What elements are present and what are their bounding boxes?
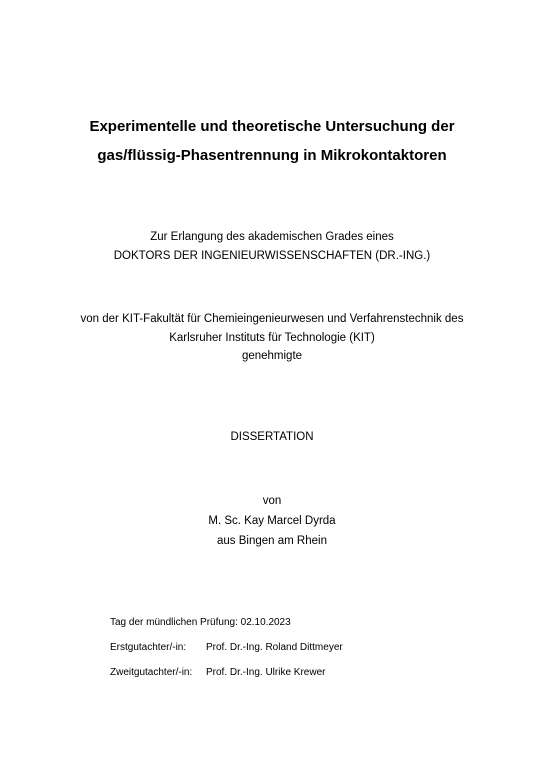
author-name: M. Sc. Kay Marcel Dyrda [208,515,336,527]
reviewer-row-2 [110,667,325,678]
author-prefix: von [262,495,282,507]
reviewer-label-2: Zweitgutachter/-in: [110,667,193,678]
faculty-line-3: genehmigte [241,350,303,362]
exam-date: Tag der mündlichen Prüfung: 02.10.2023 [110,617,291,628]
document-type: DISSERTATION [230,431,314,443]
reviewer-name-2: Prof. Dr.-Ing. Ulrike Krewer [206,667,326,678]
reviewer-label-1: Erstgutachter/-in: [110,642,187,653]
title-line-2: gas/flüssig-Phasentrennung in Mikrokontaktoren [97,147,447,164]
reviewer-row-1 [110,642,343,653]
faculty-line-1: von der KIT-Fakultät für Chemieingenieurwesen und Verfahrenstechnik des [80,313,464,325]
title-line-1: Experimentelle und theoretische Untersuchung der [89,118,455,135]
faculty-line-2: Karlsruher Instituts für Technologie (KIT) [169,332,375,344]
degree-line-2: DOKTORS DER INGENIEURWISSENSCHAFTEN (DR.-ING.) [113,250,431,262]
author-origin: aus Bingen am Rhein [217,535,327,547]
degree-line-1: Zur Erlangung des akademischen Grades eines [150,231,394,243]
reviewer-name-1: Prof. Dr.-Ing. Roland Dittmeyer [206,642,343,653]
